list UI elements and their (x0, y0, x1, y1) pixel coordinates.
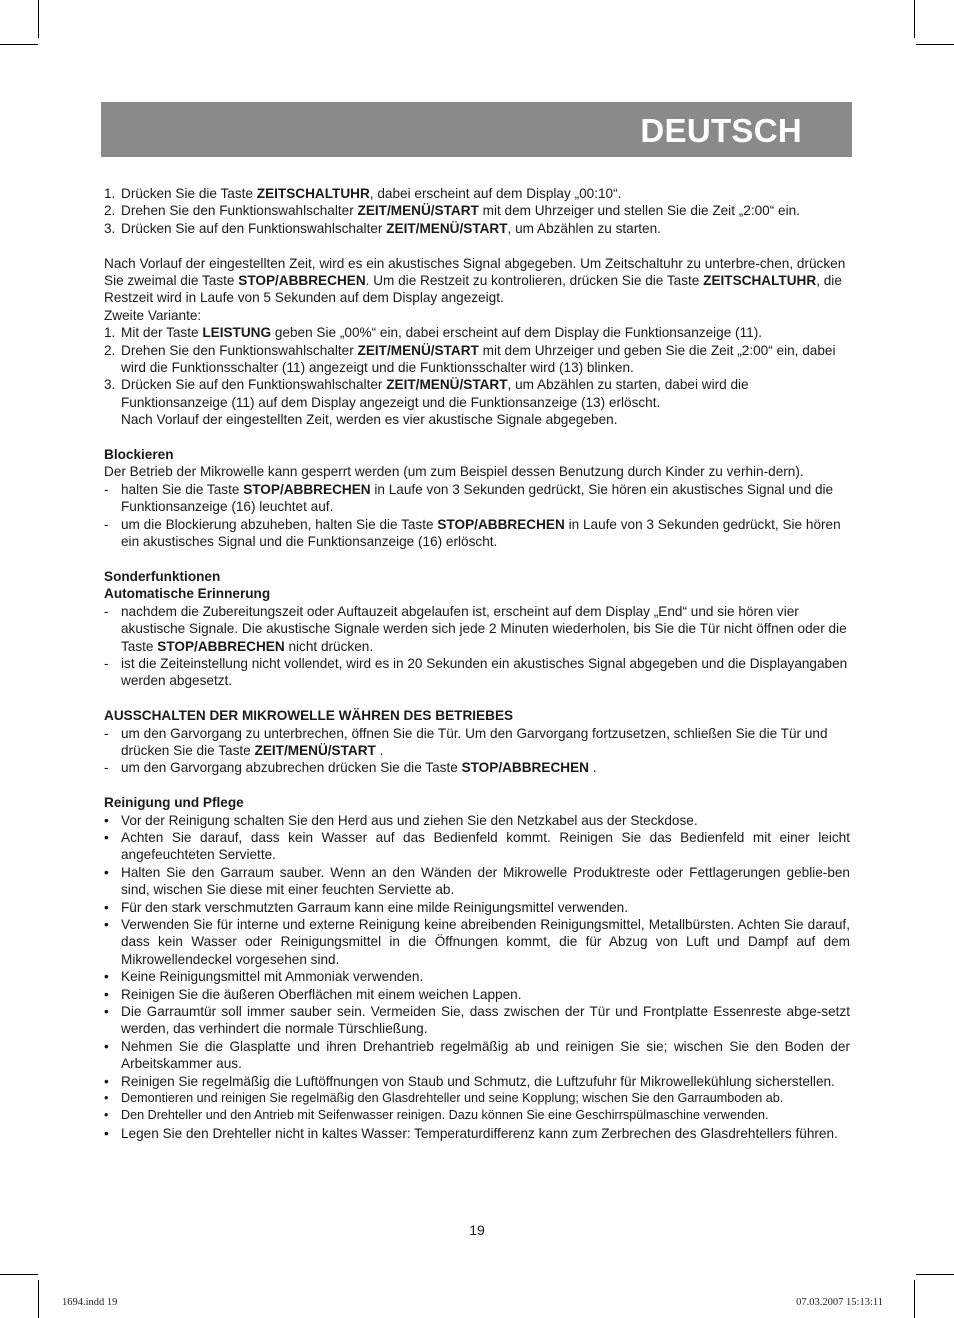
bullet-marker: • (104, 916, 109, 932)
list-item-text: Keine Reinigungsmittel mit Ammoniak verwenden. (121, 969, 424, 985)
list-item (104, 1125, 850, 1142)
step-item (104, 185, 850, 202)
crop-mark (914, 1280, 915, 1318)
step-number: 1. (104, 186, 116, 201)
list-item-text: Legen Sie den Drehteller nicht in kaltes Wasser: Temperaturdifferenz kann zum Zerbrechen des Glasdrehtellers führen. (121, 1125, 838, 1141)
list-item-text: Nehmen Sie die Glasplatte und ihren Drehantrieb regelmäßig ab und reinigen Sie sie; wischen Sie den Boden der Arbeitskammer aus. (121, 1038, 850, 1072)
list-item-text: Die Garraumtür soll immer sauber sein. Vermeiden Sie, dass zwischen der Tür und Frontplatte Essenreste abge-setzt werden, das verhindert die normale Türschließung. (121, 1004, 850, 1037)
crop-mark (0, 1274, 38, 1275)
list-item (104, 864, 850, 899)
list-item (104, 603, 850, 655)
step-text: Drücken Sie auf den Funktionswahlschalter ZEIT/MENÜ/START, um Abzählen zu starten. (121, 220, 661, 236)
file-slug: 1694.indd 19 (62, 1297, 118, 1308)
step-text: Drücken Sie auf den Funktionswahlschalter ZEIT/MENÜ/START, um Abzählen zu starten, dabei wird die Funktionsanzeige (11) auf dem Display angezeigt und die Funktionsanzeige (13) erlöscht. (121, 377, 749, 410)
dash-marker: - (104, 516, 109, 532)
list-item (104, 655, 850, 690)
list-item-text: halten Sie die Taste STOP/ABBRECHEN in Laufe von 3 Sekunden gedrückt, Sie hören ein akustisches Signal und die Funktionsanzeige (16) leuchtet auf. (121, 481, 834, 515)
list-item-text: Verwenden Sie für interne und externe Reinigung keine abreibenden Reinigungsmittel, Metallbürsten. Achten Sie darauf, dass kein Wasser oder Reinigungsmittel in die Öffnungen kommt, die für Abzug von Luft und Dampf auf dem Mikrowellendeckel vorgesehen sind. (121, 916, 850, 967)
step-text: Drehen Sie den Funktionswahlschalter ZEIT/MENÜ/START mit dem Uhrzeiger und geben Sie die Zeit „2:00“ ein, dabei wird die Funktionsschalter (11) angezeigt und die Funktionsschalter wird (13) blinken. (121, 342, 836, 376)
step-number: 3. (104, 377, 116, 393)
section-heading-ausschalten: AUSSCHALTEN DER MIKROWELLE WÄHREN DES BETRIEBES (104, 708, 514, 724)
bullet-marker: • (104, 1073, 109, 1089)
list-item (104, 986, 850, 1003)
document-body (104, 185, 850, 1142)
bullet-marker: • (104, 864, 109, 880)
section-heading-reinigung: Reinigung und Pflege (104, 795, 244, 811)
bullet-marker: • (104, 986, 109, 1002)
list-item-text: Reinigen Sie die äußeren Oberflächen mit einem weichen Lappen. (121, 986, 522, 1002)
bullet-marker: • (104, 969, 109, 985)
step-text: Drehen Sie den Funktionswahlschalter ZEIT/MENÜ/START mit dem Uhrzeiger und stellen Sie die Zeit „2:00“ ein. (121, 203, 800, 219)
crop-mark (916, 1274, 954, 1275)
list-item (104, 899, 850, 916)
bullet-marker: • (104, 829, 109, 845)
crop-mark (0, 44, 38, 45)
section-heading-sonderfunktionen: Sonderfunktionen (104, 568, 221, 584)
list-item-text: Demontieren und reinigen Sie regelmäßig den Glasdrehteller und seine Kopplung; wischen Sie den Garraumboden ab. (121, 1091, 784, 1106)
date-slug: 07.03.2007 15:13:11 (796, 1297, 883, 1308)
step-text: Mit der Taste LEISTUNG geben Sie „00%“ ein, dabei erscheint auf dem Display die Funktionsanzeige (11). (121, 325, 762, 341)
paragraph: Nach Vorlauf der eingestellten Zeit, wird es ein akustisches Signal abgegeben. Um Zeitschaltuhr zu unterbre-chen, drücken Sie zweimal die Taste STOP/ABBRECHEN. Um die Restzeit zu kontrolieren, drücken Sie die Taste ZEITSCHALTUHR, die Restzeit wird in Laufe von 5 Sekunden auf dem Display angezeigt. (104, 255, 846, 306)
crop-mark (38, 0, 39, 38)
step-number: 2. (104, 342, 116, 358)
list-item-text: ist die Zeiteinstellung nicht vollendet, wird es in 20 Sekunden ein akustisches Signal abgegeben und die Displayangaben werden abgesetzt. (121, 655, 848, 689)
list-item (104, 1090, 850, 1107)
list-item-text: Den Drehteller und den Antrieb mit Seifenwasser reinigen. Dazu können Sie eine Geschirrspülmaschine verwenden. (121, 1108, 769, 1123)
list-item (104, 725, 850, 760)
step-text: Drücken Sie die Taste ZEITSCHALTUHR, dabei erscheint auf dem Display „00:10“. (121, 186, 622, 201)
step-item (104, 220, 850, 237)
bullet-marker: • (104, 812, 109, 828)
crop-mark (38, 1280, 39, 1318)
list-item-text: Für den stark verschmutzten Garraum kann eine milde Reinigungsmittel verwenden. (121, 899, 628, 915)
step-item (104, 202, 850, 219)
subsection-heading: Automatische Erinnerung (104, 586, 271, 602)
step-followup: Nach Vorlauf der eingestellten Zeit, werden es vier akustische Signale abgegeben. (121, 412, 618, 428)
list-item (104, 812, 850, 829)
list-item-text: Reinigen Sie regelmäßig die Luftöffnungen von Staub und Schmutz, die Luftzufuhr für Mikrowellekühlung sicherstellen. (121, 1073, 835, 1089)
language-banner (101, 102, 852, 157)
list-item-text: Achten Sie darauf, dass kein Wasser auf das Bedienfeld kommt. Reinigen Sie das Bedienfeld mit einer leicht angefeuchteten Serviette. (121, 829, 850, 863)
list-item (104, 1038, 850, 1073)
dash-marker: - (104, 725, 109, 741)
bullet-marker: • (104, 1091, 109, 1106)
list-item (104, 759, 850, 776)
list-item (104, 916, 850, 968)
reinigung-list (104, 812, 850, 1143)
step-item (104, 376, 850, 428)
step-number: 3. (104, 220, 116, 236)
sonder-list (104, 603, 850, 690)
dash-marker: - (104, 760, 109, 776)
list-item (104, 1073, 850, 1090)
bullet-marker: • (104, 899, 109, 915)
bullet-marker: • (104, 1038, 109, 1054)
list-item-text: um den Garvorgang abzubrechen drücken Sie die Taste STOP/ABBRECHEN . (121, 760, 597, 776)
section-heading-blockieren: Blockieren (104, 447, 174, 463)
list-item (104, 1107, 850, 1124)
step-number: 1. (104, 325, 116, 341)
variant-label: Zweite Variante: (104, 307, 202, 323)
bullet-marker: • (104, 1125, 109, 1141)
page-number: 19 (469, 1222, 485, 1238)
paragraph: Der Betrieb der Mikrowelle kann gesperrt werden (um zum Beispiel dessen Benutzung durch Kinder zu verhin-dern). (104, 464, 804, 480)
bullet-marker: • (104, 1004, 109, 1020)
list-item-text: nachdem die Zubereitungszeit oder Auftauzeit abgelaufen ist, erscheint auf dem Display „End“ und sie hören vier akustische Signale. Die akustische Signale werden sich jede 2 Minuten wiederholen, bis Sie die Tür nicht öffnen oder die Taste STOP/ABBRECHEN nicht drücken. (121, 603, 847, 654)
dash-marker: - (104, 481, 109, 497)
list-item (104, 968, 850, 985)
dash-marker: - (104, 655, 109, 671)
crop-mark (914, 0, 915, 38)
list-item (104, 829, 850, 864)
list-item (104, 516, 850, 551)
steps-list-b (104, 324, 850, 428)
bullet-marker: • (104, 1108, 109, 1123)
list-item (104, 481, 850, 516)
dash-marker: - (104, 603, 109, 619)
list-item (104, 1003, 850, 1038)
step-item (104, 324, 850, 341)
list-item-text: um die Blockierung abzuheben, halten Sie die Taste STOP/ABBRECHEN in Laufe von 3 Sekunden gedrückt, Sie hören ein akustisches Signal und die Funktionsanzeige (16) erlöscht. (121, 516, 841, 550)
list-item-text: um den Garvorgang zu unterbrechen, öffnen Sie die Tür. Um den Garvorgang fortzusetzen, schließen Sie die Tür und drücken Sie die Taste ZEIT/MENÜ/START . (121, 725, 828, 758)
step-number: 2. (104, 203, 116, 219)
page-title: DEUTSCH (640, 112, 802, 149)
step-item (104, 342, 850, 377)
crop-mark (916, 44, 954, 45)
list-item-text: Halten Sie den Garraum sauber. Wenn an den Wänden der Mikrowelle Produktreste oder Fettlagerungen geblie-ben sind, wischen Sie diese mit einer feuchten Serviette ab. (121, 864, 850, 898)
steps-list-a (104, 185, 850, 237)
list-item-text: Vor der Reinigung schalten Sie den Herd aus und ziehen Sie den Netzkabel aus der Steckdose. (121, 812, 698, 828)
ausschalten-list (104, 725, 850, 777)
blockieren-list (104, 481, 850, 551)
